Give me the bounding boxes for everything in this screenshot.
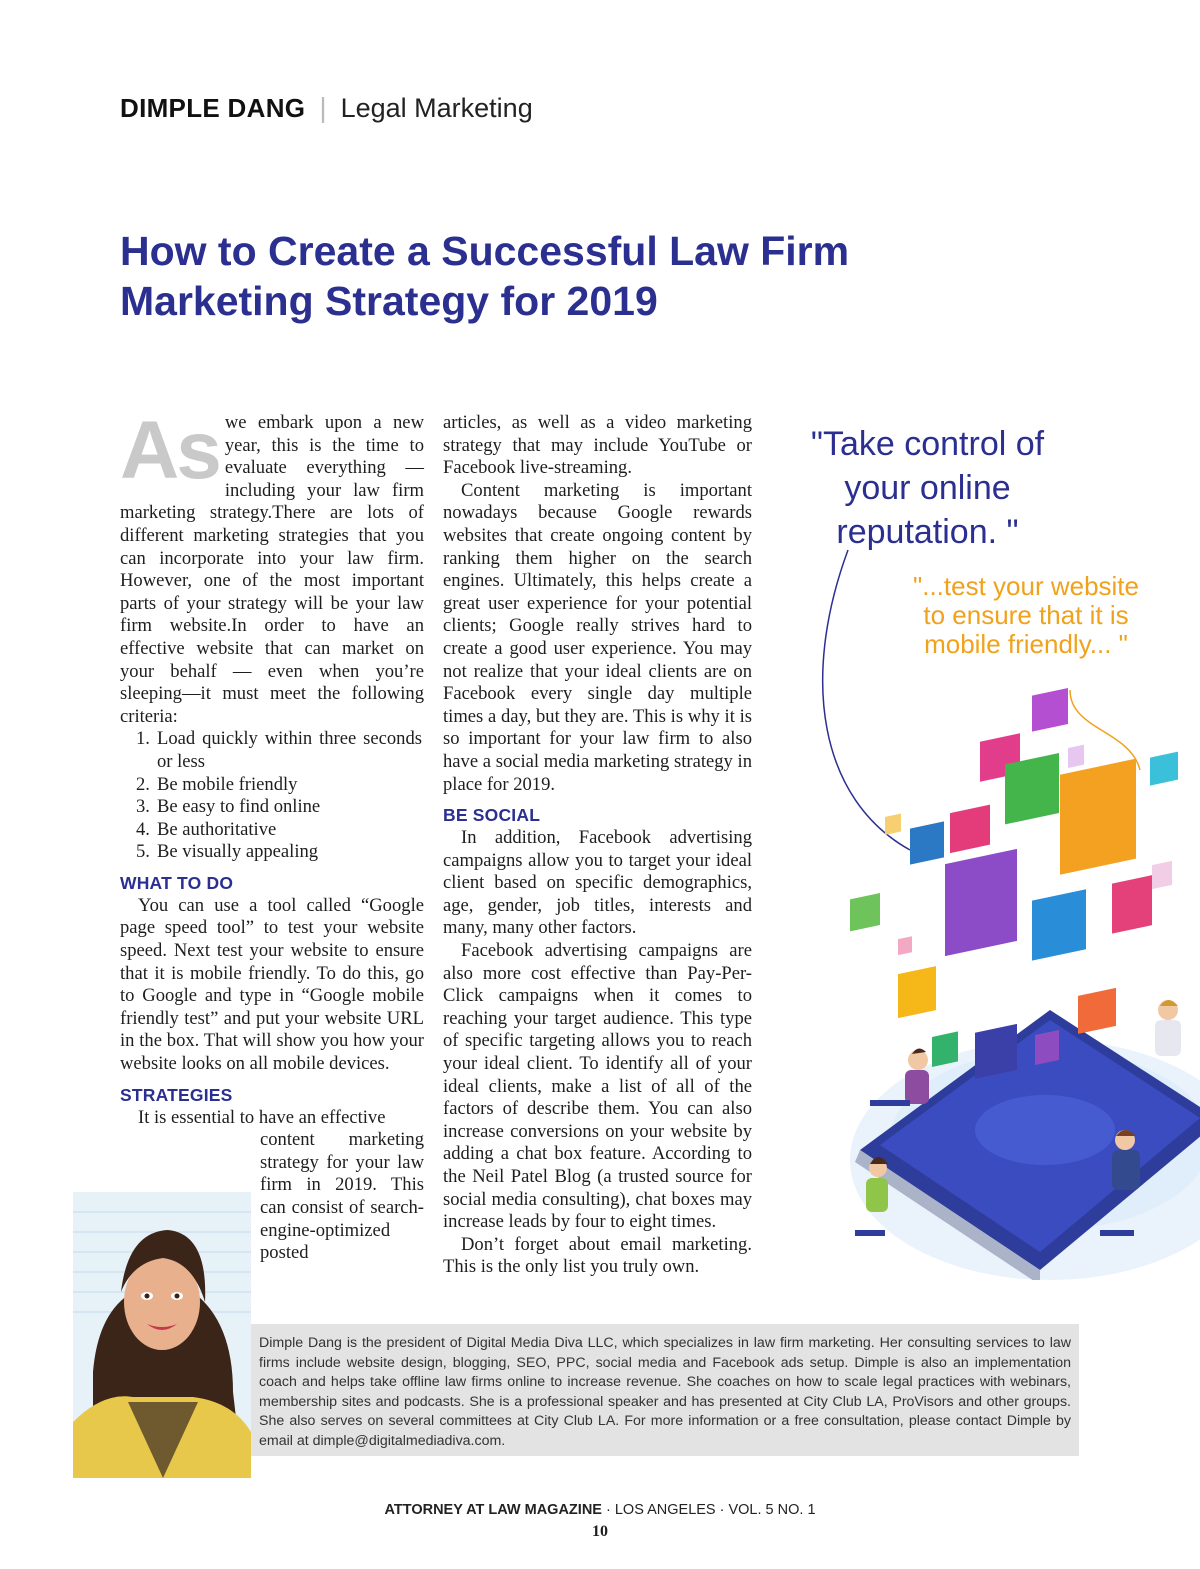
- criteria-text: Be authoritative: [157, 818, 277, 840]
- digital-marketing-illustration: [800, 540, 1200, 1280]
- paragraph-video-marketing: articles, as well as a video marketing strategy that may include YouTube or Facebook live-streaming.: [443, 412, 752, 479]
- section-name: Legal Marketing: [340, 93, 533, 123]
- strategies-paragraph: content marketing strategy for your law firm in 2019. This can consist of search-engine-optimized posted: [260, 1129, 424, 1264]
- criteria-item: [136, 774, 424, 797]
- criteria-number: 1.: [136, 728, 150, 750]
- page-footer: [0, 1502, 1200, 1541]
- drop-cap: As: [120, 405, 219, 496]
- article-title-line-1: How to Create a Successful Law Firm: [120, 228, 850, 274]
- heading-strategies: STRATEGIES: [120, 1084, 233, 1105]
- criteria-text: Be visually appealing: [157, 841, 319, 863]
- criteria-number: 3.: [136, 796, 150, 818]
- what-to-do-paragraph: You can use a tool called “Google page speed tool” to test your website speed. Next test your website to ensure that it is mobile friendly. To do this, go to Google and type in “Google mobile friendly test” and put your website URL in the box. That will show you how your website looks on all mobile devices.: [120, 894, 424, 1075]
- intro-text: we embark upon a new year, this is the time to evaluate everything — including your law firm marketing strategy.There are lots of different marketing strategies that you can incorporate into your law firm. However, one of the most important parts of your strategy will be your law firm website.In order to have an effective website that can market on your behalf — even when you’re sleeping—it must meet the following criteria:: [120, 412, 424, 727]
- criteria-text: Be mobile friendly: [157, 773, 298, 795]
- author-photo: [73, 1192, 251, 1478]
- criteria-number: 2.: [136, 773, 150, 795]
- author-bio: Dimple Dang is the president of Digital Media Diva LLC, which specializes in law firm marketing. Her consulting services to law firms include website design, blogging, SEO, PPC, social media and Facebook ads setup. Dimple is also an implementation coach and helps take offline law firms online to increase revenue. She coaches on how to scale legal practices with webinars, membership sites and podcasts. She is a professional speaker and has presented at City Club LA, ProVisors and other groups. She also serves on several committees at City Club LA. For more information or a free consultation, please contact Dimple by email at dimple@digitalmediadiva.com.: [251, 1324, 1079, 1456]
- paragraph-facebook-campaigns: Facebook advertising campaigns are also more cost effective than Pay-Per-Click campaigns when it comes to reaching your target audience. This type of specific targeting allows you to reach your ideal client. To identify all of your ideal clients, make a list of all of the factors of describe them. You can also increase conversions on your website by adding a chat box feature. According to the Neil Patel Blog (a trusted source for social media consulting), chat boxes may increase leads by four to eight times.: [443, 940, 752, 1233]
- header-separator: |: [319, 92, 327, 123]
- icon-tiles: [850, 688, 1178, 1079]
- magazine-name: ATTORNEY AT LAW MAGAZINE: [384, 1502, 602, 1518]
- magazine-credit: [0, 1502, 1200, 1518]
- strategies-lead: It is essential to have an effective: [138, 1106, 386, 1128]
- article-title-line-2: Marketing Strategy for 2019: [120, 278, 658, 324]
- paragraph-content-marketing: Content marketing is important nowadays because Google rewards websites that create ongoing content by ranking them higher on the search engines. Ultimately, this helps create a great user experience for your potential clients; Google really strives hard to create a good user experience. You may not realize that your ideal clients are on Facebook every single day multiple times a day, but they are. This is why it is so important for your law firm to also have a social media marketing strategy in place for 2019.: [443, 479, 752, 795]
- criteria-number: 5.: [136, 841, 150, 863]
- paragraph-email-marketing: Don’t forget about email marketing. This is the only list you truly own.: [443, 1233, 752, 1278]
- pull-quote-reputation: "Take control of your online reputation. ": [810, 425, 1045, 551]
- intro-paragraph: [120, 405, 424, 728]
- article-column-2: [443, 412, 752, 1279]
- author-name: DIMPLE DANG: [120, 93, 306, 123]
- criteria-text: Be easy to find online: [157, 796, 321, 818]
- page-number: 10: [592, 1523, 608, 1540]
- criteria-item: [136, 796, 424, 819]
- criteria-item: [136, 728, 424, 773]
- issue-details: · LOS ANGELES · VOL. 5 NO. 1: [601, 1502, 816, 1518]
- page-header: [120, 92, 533, 132]
- criteria-item: [136, 819, 424, 842]
- pull-quote-mobile: "...test your website to ensure that it is mobile friendly... ": [913, 571, 1139, 659]
- criteria-text: Load quickly within three seconds or less: [157, 728, 422, 772]
- paragraph-facebook-targeting: In addition, Facebook advertising campaigns allow you to target your ideal client based on specific demographics, age, gender, job titles, interests and many, many other factors.: [443, 827, 752, 939]
- article-title: [120, 226, 940, 326]
- criteria-number: 4.: [136, 818, 150, 840]
- criteria-list: [120, 728, 424, 864]
- heading-be-social: BE SOCIAL: [443, 805, 541, 826]
- criteria-item: [136, 841, 424, 864]
- article-column-1: [120, 405, 424, 1265]
- heading-what-to-do: WHAT TO DO: [120, 872, 234, 893]
